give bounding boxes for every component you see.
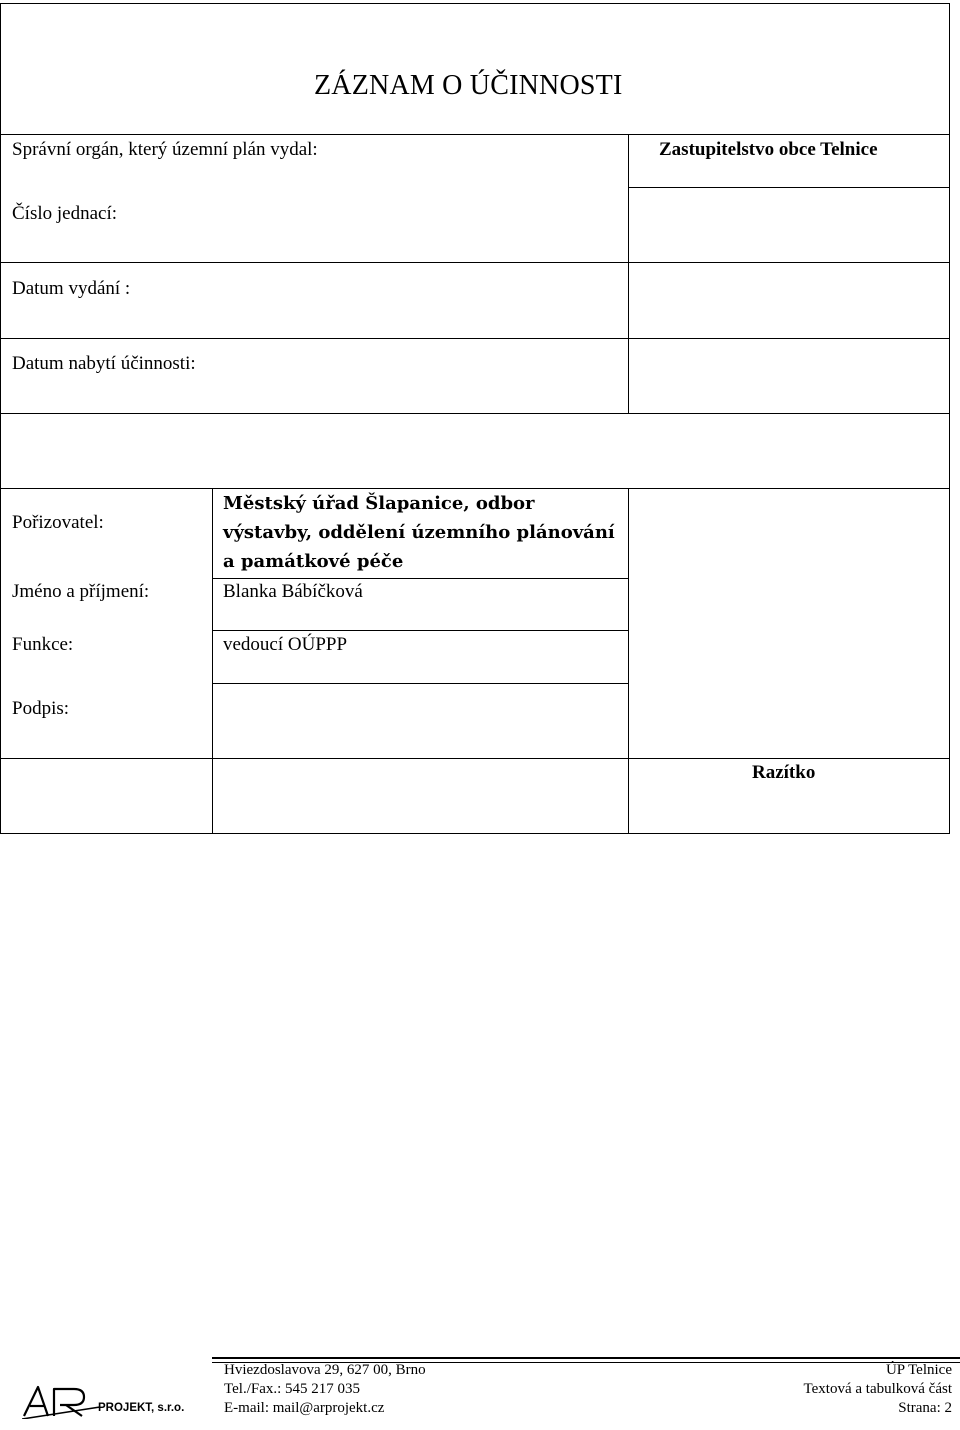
- frame-right: [949, 3, 950, 834]
- frame-bottom: [0, 833, 950, 834]
- footer-rule-top: [212, 1357, 960, 1359]
- rule: [0, 758, 950, 759]
- ar-logo-icon: [22, 1383, 102, 1419]
- rule: [628, 134, 629, 413]
- footer-address: Hviezdoslavova 29, 627 00, Brno: [224, 1362, 426, 1378]
- rule: [628, 488, 629, 833]
- datum-vydani-label: Datum vydání :: [12, 278, 131, 299]
- rule: [0, 338, 950, 339]
- rule: [0, 262, 950, 263]
- podpis-label: Podpis:: [12, 698, 70, 719]
- rule: [212, 488, 213, 833]
- organ-label: Správní orgán, který územní plán vydal:: [12, 139, 318, 160]
- logo-text: PROJEKT, s.r.o.: [98, 1402, 185, 1414]
- razitko-label: Razítko: [752, 762, 816, 783]
- rule: [212, 578, 628, 579]
- frame-left: [0, 3, 1, 834]
- cislo-jednaci-label: Číslo jednací:: [12, 203, 118, 224]
- frame-top: [0, 3, 950, 4]
- jmeno-label: Jméno a příjmení:: [12, 581, 150, 602]
- rule: [212, 630, 628, 631]
- funkce-label: Funkce:: [12, 634, 74, 655]
- footer-email[interactable]: E-mail: mail@arprojekt.cz: [224, 1400, 385, 1416]
- rule: [0, 134, 950, 135]
- footer-tel: Tel./Fax.: 545 217 035: [224, 1381, 361, 1397]
- funkce-value: vedoucí OÚPPP: [223, 634, 348, 655]
- footer-doc-name: ÚP Telnice: [885, 1362, 952, 1378]
- porizovatel-label: Pořizovatel:: [12, 512, 104, 533]
- page-title: ZÁZNAM O ÚČINNOSTI: [314, 70, 623, 101]
- datum-nabyti-label: Datum nabytí účinnosti:: [12, 353, 196, 374]
- rule: [628, 187, 950, 188]
- jmeno-value: Blanka Bábíčková: [223, 581, 363, 602]
- porizovatel-value: Městský úřad Šlapanice, odbor výstavby, oddělení územního plánování a památkové péče: [223, 493, 615, 572]
- organ-value: Zastupitelstvo obce Telnice: [659, 139, 878, 160]
- rule: [212, 683, 628, 684]
- footer-page-number: Strana: 2: [898, 1400, 952, 1416]
- rule: [0, 413, 950, 414]
- footer-doc-part: Textová a tabulková část: [803, 1381, 952, 1397]
